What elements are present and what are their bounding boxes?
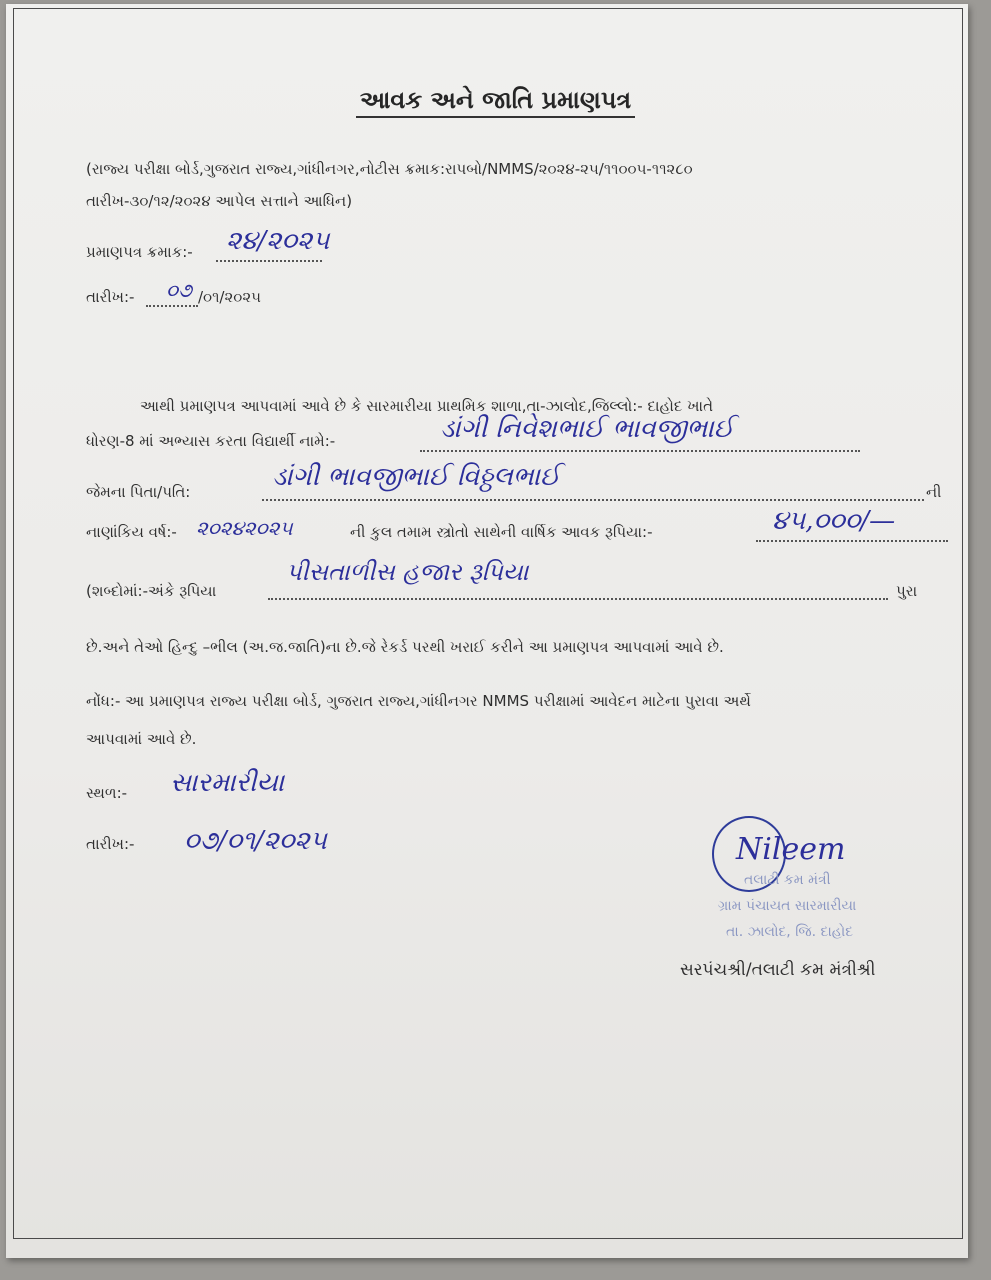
financial-year-label: નાણાંકિય વર્ષ:- — [86, 523, 177, 541]
father-name-handwritten: ડાંગી ભાવજીભાઈ વિઠ્ઠલભાઈ — [272, 462, 561, 492]
father-name-suffix: ની — [926, 483, 942, 501]
student-name-label: ધોરણ-8 માં અભ્યાસ કરતા વિદ્યાર્થી નામે:- — [86, 432, 336, 450]
place-label: સ્થળ:- — [86, 784, 128, 802]
father-name-label: જેમના પિતા/પતિ: — [86, 483, 191, 501]
income-amount-handwritten: ૪૫,૦૦૦/— — [772, 506, 896, 536]
amount-in-words-suffix: પુરા — [896, 582, 918, 600]
amount-in-words-dotted-line — [268, 598, 888, 600]
stamp-line-2: ગ્રામ પંચાયત સારમારીયા — [718, 898, 857, 914]
notice-reference-line1: (રાજ્ય પરીક્ષા બોર્ડ,ગુજરાત રાજ્ય,ગાંધીનગર,નોટીસ ક્રમાક:રાપબો/NMMS/૨૦૨૪-૨૫/૧૧૦૦૫-૧૧૨૮૦ — [86, 160, 693, 178]
note-line-1: નોંધ:- આ પ્રમાણપત્ર રાજ્ય પરીક્ષા બોર્ડ, ગુજરાત રાજ્ય,ગાંધીનગર NMMS પરીક્ષામાં આવેદન માટેના પુરાવા અર્થે — [86, 692, 751, 710]
stamp-line-3: તા. ઝાલોદ, જિ. દાહોદ — [726, 924, 854, 940]
signature: Nileem — [736, 832, 846, 867]
issue-date-dotted-line — [146, 305, 198, 307]
issue-date-day-handwritten: ૦૭ — [166, 278, 192, 302]
income-amount-dotted-line — [756, 540, 948, 542]
father-name-dotted-line — [262, 499, 924, 501]
annual-income-text: ની કુલ તમામ સ્ત્રોતો સાથેની વાર્ષિક આવક રૂપિયા:- — [350, 523, 653, 541]
financial-year-handwritten: ૨૦૨૪૨૦૨૫ — [196, 516, 293, 540]
certificate-title: આવક અને જાતિ પ્રમાણપત્ર — [0, 86, 991, 114]
stamp-line-1: તલાટી કમ મંત્રી — [744, 872, 831, 888]
student-name-dotted-line — [420, 450, 860, 452]
issue-date-month-year: /૦૧/૨૦૨૫ — [198, 288, 261, 306]
note-line-2: આપવામાં આવે છે. — [86, 730, 197, 748]
place-handwritten: સારમારીયા — [170, 768, 285, 798]
amount-in-words-handwritten: પીસતાળીસ હજાર રૂપિયા — [286, 558, 529, 586]
body-line-1: આથી પ્રમાણપત્ર આપવામાં આવે છે કે સારમારીયા પ્રાથમિક શાળા,તા-ઝાલોદ,જિલ્લો:- દાહોદ ખાતે — [140, 397, 714, 415]
certificate-number-dotted-line — [216, 260, 322, 262]
body-line-caste: છે.અને તેઓ હિન્દુ –ભીલ (અ.જ.જાતિ)ના છે.જે રેકર્ડ પરથી ખરાઈ કરીને આ પ્રમાણપત્ર આપવામાં આવે છે. — [86, 638, 724, 656]
date-handwritten: ૦૭/૦૧/૨૦૨૫ — [184, 826, 327, 856]
amount-in-words-label: (શબ્દોમાં:-અંકે રૂપિયા — [86, 582, 217, 600]
certificate-number-handwritten: ૨૪/૨૦૨૫ — [226, 226, 330, 256]
notice-reference-line2: તારીખ-૩૦/૧૨/૨૦૨૪ આપેલ સત્તાને આધિન) — [86, 192, 353, 210]
signatory-title: સરપંચશ્રી/તલાટી કમ મંત્રીશ્રી — [680, 960, 876, 980]
certificate-number-label: પ્રમાણપત્ર ક્રમાક:- — [86, 243, 193, 261]
student-name-handwritten: ડાંગી નિવેશભાઈ ભાવજીભાઈ — [440, 414, 734, 444]
issue-date-label: તારીખ:- — [86, 288, 135, 306]
date-label: તારીખ:- — [86, 835, 135, 853]
